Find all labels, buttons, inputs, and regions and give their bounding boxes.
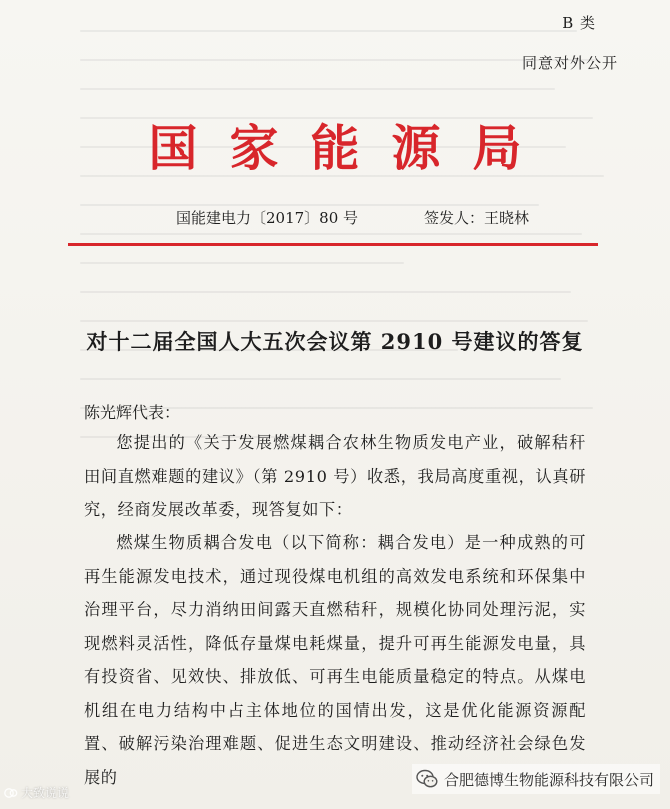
document-number: 国能建电力〔2017〕80 号 [176,209,359,227]
agency-letterhead: 国家能源局 [148,119,554,177]
wechat-icon [416,769,438,789]
watermark [4,784,69,801]
disclosure-note: 同意对外公开 [521,54,618,72]
signer: 签发人：王晓林 [424,209,530,227]
classification-mark: B 类 [562,14,596,32]
document-title: 对十二届全国人大五次会议第 2910 号建议的答复 [86,329,584,354]
paragraph-1: 您提出的《关于发展燃煤耦合农林生物质发电产业，破解秸秆田间直燃难题的建议》（第 2910 号）收悉，我局高度重视，认真研究，经商发展改革委，现答复如下： [84,433,586,519]
bleed-through-texture [80,30,620,450]
red-divider [68,243,598,246]
wechat-account-name: 合肥德博生物能源科技有限公司 [444,770,655,789]
paragraph-2: 燃煤生物质耦合发电（以下简称：耦合发电）是一种成熟的可再生能源发电技术，通过现役煤电机组的高效发电系统和环保集中治理平台，尽力消纳田间露天直燃秸秆，规模化协同处理污泥，实现燃料灵活性，降低存量煤电耗煤量，提升可再生能源发电量，具有投资省、见效快、排放低、可再生电能质量稳定的特点。从煤电机组在电力结构中占主体地位的国情出发，这是优化能源资源配置、破解污染治理难题、促进生态文明建设、推动经济社会绿色发展的 [84,533,586,787]
salutation: 陈光辉代表： [84,403,181,422]
watermark-logo-icon [4,787,18,799]
wechat-account-badge[interactable] [412,764,660,794]
watermark-text: 大致说说 [21,786,70,800]
